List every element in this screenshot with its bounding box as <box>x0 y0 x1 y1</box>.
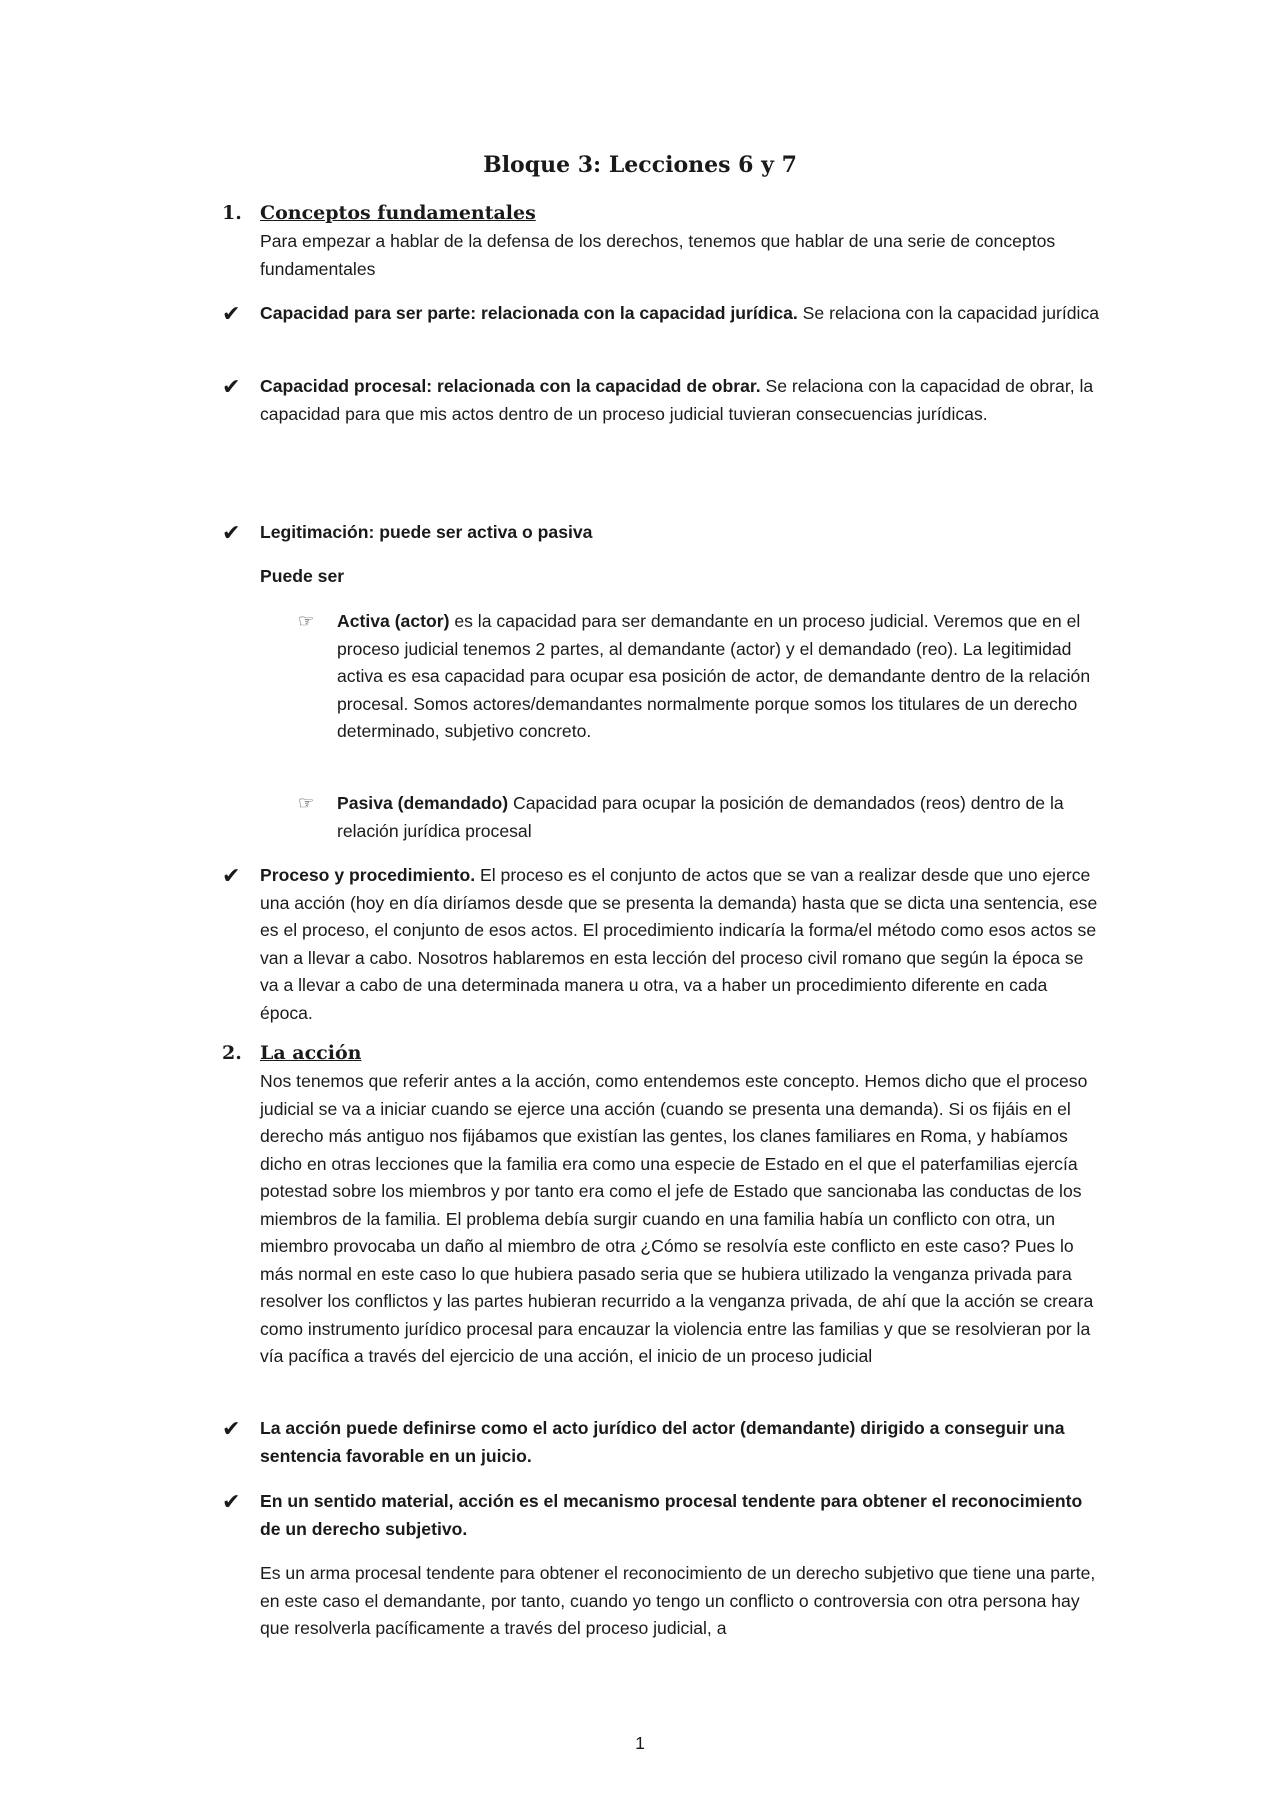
item-legitimacion <box>260 519 1100 547</box>
section-number: 1. <box>222 202 242 224</box>
item-bold: En un sentido material, acción es el mecanismo procesal tendente para obtener el reconocimiento de un derecho subjetivo. <box>260 1491 1083 1539</box>
item-capacidad-parte <box>260 300 1100 328</box>
page-title: Bloque 3: Lecciones 6 y 7 <box>483 152 797 178</box>
pointing-hand-icon: ☞ <box>298 793 315 813</box>
final-paragraph: Es un arma procesal tendente para obtener el reconocimiento de un derecho subjetivo que tiene una parte, en este caso el demandante, por tanto, cuando yo tengo un conflicto o controversia con otra persona hay que resolverla pacíficamente a través del proceso judicial, a <box>260 1563 1096 1638</box>
section-title: La acción <box>260 1042 362 1064</box>
section-title: Conceptos fundamentales <box>260 202 536 224</box>
item-bold: Proceso y procedimiento. <box>260 865 476 885</box>
check-icon: ✔ <box>222 374 241 399</box>
subitem-activa <box>337 608 1107 746</box>
subitem-bold: Pasiva (demandado) <box>337 793 509 813</box>
check-icon: ✔ <box>222 301 241 326</box>
section-number: 2. <box>222 1042 242 1064</box>
puede-ser-label <box>260 563 1100 591</box>
subitem-bold: Activa (actor) <box>337 611 450 631</box>
item-proceso <box>260 862 1100 1027</box>
item-bold: Legitimación: puede ser activa o pasiva <box>260 522 593 542</box>
item-bold: Capacidad para ser parte: relacionada con la capacidad jurídica. <box>260 303 798 323</box>
item-accion-material <box>260 1488 1100 1543</box>
section-heading-1 <box>222 200 536 226</box>
subitem-pasiva <box>337 790 1107 845</box>
page-number: 1 <box>635 1733 645 1753</box>
check-icon: ✔ <box>222 1489 241 1514</box>
check-icon: ✔ <box>222 520 241 545</box>
item-text: El proceso es el conjunto de actos que se van a realizar desde que uno ejerce una acción (hoy en día diríamos desde que se presenta la demanda) hasta que se dicta una sentencia, ese es el proceso, el conjunto de esos actos. El procedimiento indicaría la forma/el método como esos actos se van a llevar a cabo. Nosotros hablaremos en esta lección del proceso civil romano que según la época se va a llevar a cabo de una determinada manera u otra, va a haber un procedimiento diferente en cada época. <box>260 865 1098 1023</box>
check-icon: ✔ <box>222 863 241 888</box>
item-text: Se relaciona con la capacidad de obrar, la capacidad para que mis actos dentro de un proceso judicial tuvieran consecuencias jurídicas. <box>260 376 1094 424</box>
subitem-text: es la capacidad para ser demandante en un proceso judicial. Veremos que en el proceso judicial tenemos 2 partes, al demandante (actor) y el demandado (reo). La legitimidad activa es esa capacidad para ocupar esa posición de actor, de demandante dentro de la relación procesal. Somos actores/demandantes normalmente porque somos los titulares de un derecho determinado, subjetivo concreto. <box>337 611 1091 741</box>
item-bold: La acción puede definirse como el acto jurídico del actor (demandante) dirigido a conseguir una sentencia favorable en un juicio. <box>260 1418 1065 1466</box>
check-icon: ✔ <box>222 1416 241 1441</box>
intro-paragraph: Para empezar a hablar de la defensa de los derechos, tenemos que hablar de una serie de conceptos fundamentales <box>260 231 1056 279</box>
subitem-text: Capacidad para ocupar la posición de demandados (reos) dentro de la relación jurídica procesal <box>337 793 1064 841</box>
item-capacidad-procesal <box>260 373 1100 428</box>
section-heading-2 <box>222 1040 361 1066</box>
item-text: Se relaciona con la capacidad jurídica <box>797 303 1100 323</box>
item-accion-def <box>260 1415 1100 1470</box>
puede-ser-text: Puede ser <box>260 566 345 586</box>
pointing-hand-icon: ☞ <box>298 611 315 631</box>
item-bold: Capacidad procesal: relacionada con la capacidad de obrar. <box>260 376 761 396</box>
accion-intro-paragraph: Nos tenemos que referir antes a la acción, como entendemos este concepto. Hemos dicho que el proceso judicial se va a iniciar cuando se ejerce una acción (cuando se presenta una demanda). Si os fijáis en el derecho más antiguo nos fijábamos que existían las gentes, los clanes familiares en Roma, y habíamos dicho en otras lecciones que la familia era como una especie de Estado en el que el paterfamilias ejercía potestad sobre los miembros y por tanto era como el jefe de Estado que sancionaba las conductas de los miembros de la familia. El problema debía surgir cuando en una familia había un conflicto con otra, un miembro provocaba un daño al miembro de otra ¿Cómo se resolvía este conflicto en este caso? Pues lo más normal en este caso lo que hubiera pasado seria que se hubiera utilizado la venganza privada para resolver los conflictos y las partes hubieran recurrido a la venganza privada, de ahí que la acción se creara como instrumento jurídico procesal para encauzar la violencia entre las familias y que se resolvieran por la vía pacífica a través del ejercicio de una acción, el inicio de un proceso judicial <box>260 1071 1094 1366</box>
